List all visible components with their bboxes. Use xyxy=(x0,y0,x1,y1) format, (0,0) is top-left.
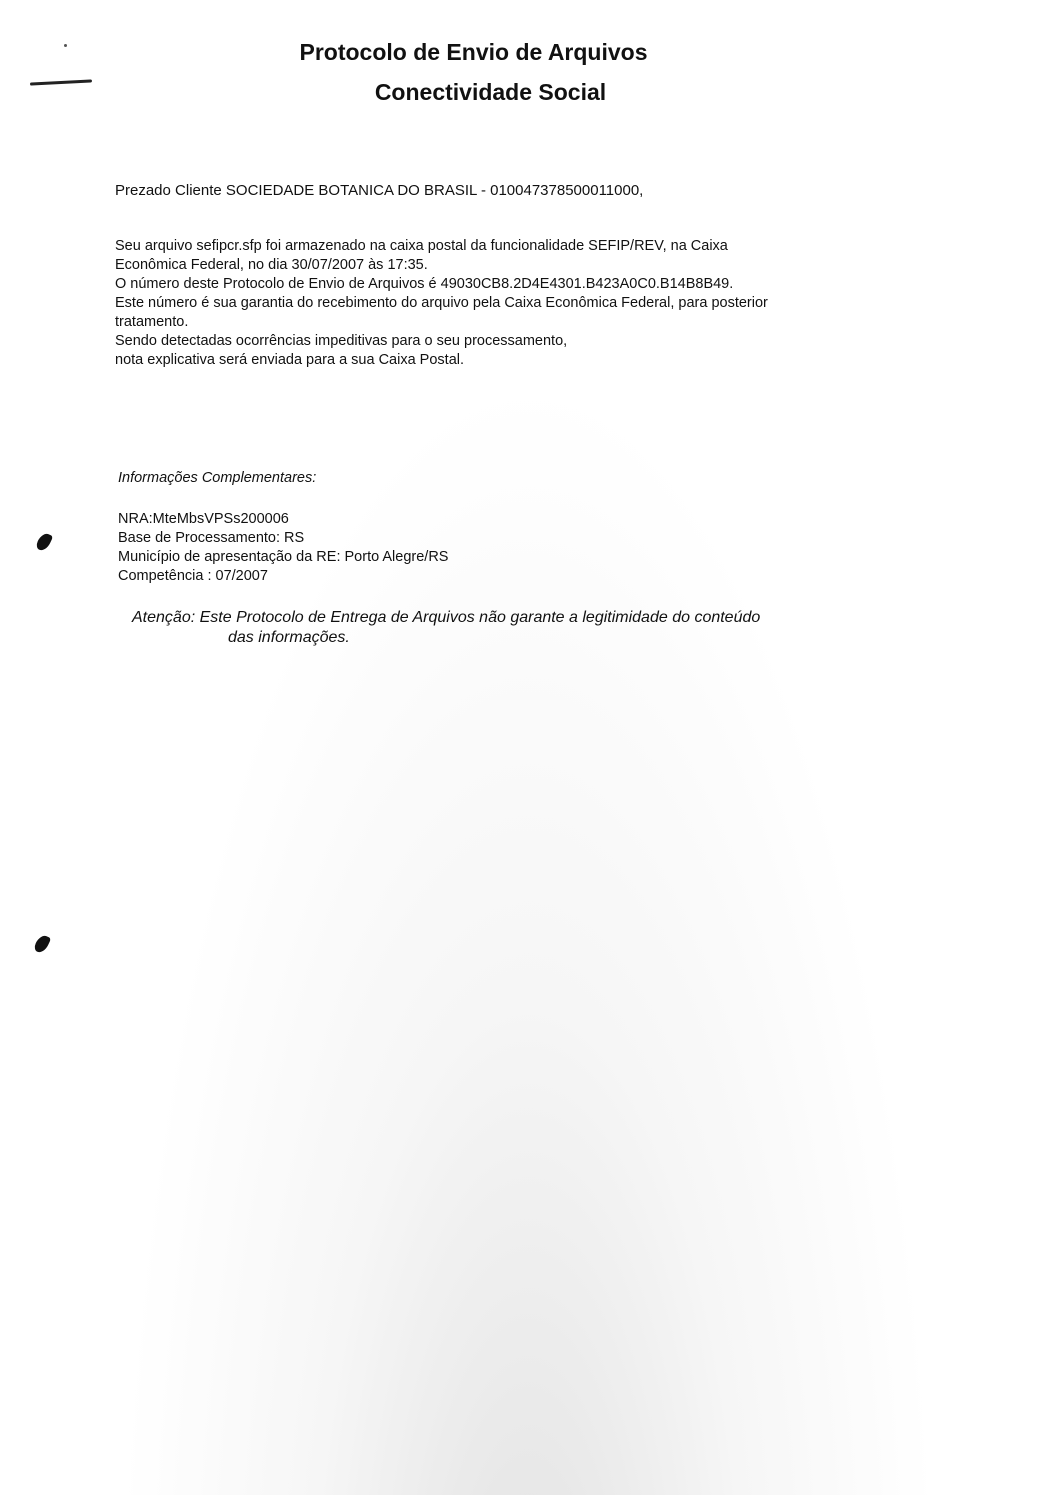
processing-base-field: Base de Processamento: RS xyxy=(118,530,305,546)
attention-notice xyxy=(132,608,760,648)
competence-field: Competência : 07/2007 xyxy=(118,568,268,584)
scan-mark xyxy=(35,531,53,552)
body-line: Sendo detectadas ocorrências impeditivas para o seu processamento, xyxy=(115,333,568,349)
municipality-field: Município de apresentação da RE: Porto Alegre/RS xyxy=(118,549,449,565)
body-line: tratamento. xyxy=(115,314,189,330)
nra-field: NRA:MteMbsVPSs200006 xyxy=(118,511,289,527)
client-greeting: Prezado Cliente SOCIEDADE BOTANICA DO BRASIL - 010047378500011000, xyxy=(115,182,644,199)
title-line-1: Protocolo de Envio de Arquivos xyxy=(299,39,648,65)
attention-line-2: das informações. xyxy=(228,629,350,646)
title-line-2: Conectividade Social xyxy=(374,79,607,105)
body-line: O número deste Protocolo de Envio de Arquivos é 49030CB8.2D4E4301.B423A0C0.B14B8B49. xyxy=(115,276,734,292)
body-line: nota explicativa será enviada para a sua Caixa Postal. xyxy=(115,352,465,368)
attention-line-1: Atenção: Este Protocolo de Entrega de Arquivos não garante a legitimidade do conteúdo xyxy=(132,609,761,626)
body-line: Econômica Federal, no dia 30/07/2007 às 17:35. xyxy=(115,257,428,273)
protocol-body xyxy=(115,237,945,370)
info-heading: Informações Complementares: xyxy=(118,470,317,486)
body-line: Seu arquivo sefipcr.sfp foi armazenado na caixa postal da funcionalidade SEFIP/REV, na Caixa xyxy=(115,238,728,254)
scan-mark xyxy=(33,933,51,954)
info-block xyxy=(118,510,448,586)
page-title xyxy=(0,32,1057,112)
body-line: Este número é sua garantia do recebimento do arquivo pela Caixa Econômica Federal, para posterior xyxy=(115,295,768,311)
